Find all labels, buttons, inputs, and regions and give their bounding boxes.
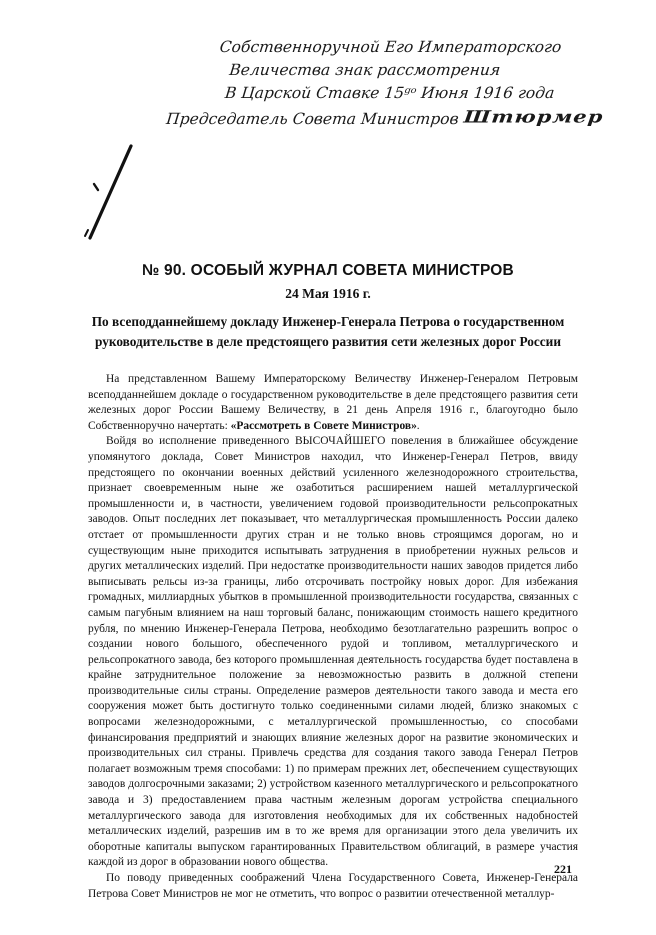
document-date: 24 Мая 1916 г. — [285, 286, 371, 301]
handwritten-resolution — [165, 36, 625, 131]
handwritten-line-4 — [165, 105, 618, 131]
page-number: 221 — [554, 862, 572, 876]
handwritten-line-3: В Царской Ставке 15ᵍᵒ Июня 1916 года — [224, 84, 556, 102]
paragraph-3: По поводу приведенных соображений Члена Государственного Совета, Инженер-Генерала Петрова Совет Министров не мог не отметить, что вопрос о развитии отечественной металлур- — [88, 872, 578, 900]
paragraph-1-quote: «Рассмотреть в Совете Министров» — [230, 419, 417, 432]
paragraph-1-end: . — [416, 419, 420, 432]
handwritten-chairman-title: Председатель Совета Министров — [165, 110, 460, 128]
handwritten-line-2: Величества знак рассмотрения — [228, 61, 502, 79]
paragraph-1-text: На представленном Вашему Императорскому Величеству Инженер-Генералом Петровым всеподданнейшем докладе о государственном руководительстве в деле предстоящего развития сети железных дорог России Вашему Величеству, в 21 день Апреля 1916 г., благоугодно было Собственноручно начертать: — [88, 373, 578, 432]
handwritten-stroke-mark — [76, 140, 136, 250]
paragraph-1 — [88, 372, 578, 434]
handwritten-signature: Штюрмер — [462, 106, 605, 127]
document-body — [88, 372, 578, 902]
paragraph-2: Войдя во исполнение приведенного ВЫСОЧАЙШЕГО повеления в ближайшее обсуждение упомянутого доклада, Совет Министров находил, что Инженер-Генерал Петров, ввиду предстоящего по окончании военных действий усиленного железнодорожного строительства, признает своевременным ныне же озаботиться расширением нашей металлургической промышленности и, в частности, увеличением годовой производительности рельсопрокатных заводов. Опыт последних лет показывает, что металлургическая промышленность России далеко отстает от промышленности других стран и не только вновь строящимся дорогам, но и существующим ныне приходится испытывать затруднения в приобретении нужных рельсов и других металлических изделий. При недостатке производительности наших заводов придется либо выписывать рельсы из-за границы, либо отсрочивать постройку новых дорог. Для избежания громадных, миллиардных убытков в промышленной производительности государства, связанных с самым пагубным влиянием на наш торговый баланс, понижающим стоимость нашего кредитного рубля, по мнению Инженер-Генерала Петрова, необходимо безотлагательно разрешить вопрос о создании нового большого, обеспеченного рудой и топливом, металлургического и рельсопрокатного завода, без которого промышленная деятельность государства будет поставлена в крайне затруднительное положение за невозможностью развить в должной степени производительные силы страны. Определение размеров деятельности такого завода и места его сооружения может быть достигнуто только соединенными силами людей, близко знакомых с вопросами железнодорожными, с металлургической промышленностью, со способами финансирования предприятий и знающих влияние железных дорог на развитие экономических и производительных сил страны. Привлечь средства для создания такого завода Генерал Петров полагает возможным тремя способами: 1) по примерам прежних лет, обеспечением существующих заводов долгосрочными заказами; 2) устройством казенного металлургического и рельсопрокатного завода и 3) предоставлением права частным железным дорогам устройства специального металлургического завода для изготовления необходимых для их собственных надобностей металлических изделий, разрешив им в то же время для организации этого дела увеличить их оборотные капиталы выпуском гарантированных Правительством облигаций, в размере участия каждой из дорог в образовании нового общества. — [88, 435, 578, 869]
document-title: № 90. ОСОБЫЙ ЖУРНАЛ СОВЕТА МИНИСТРОВ — [142, 262, 514, 279]
document-subtitle: По всеподданнейшему докладу Инженер-Генерала Петрова о государственном руководительстве в деле предстоящего развития сети железных дорог России — [91, 314, 565, 349]
handwritten-line-1: Собственноручной Его Императорского — [218, 38, 563, 56]
